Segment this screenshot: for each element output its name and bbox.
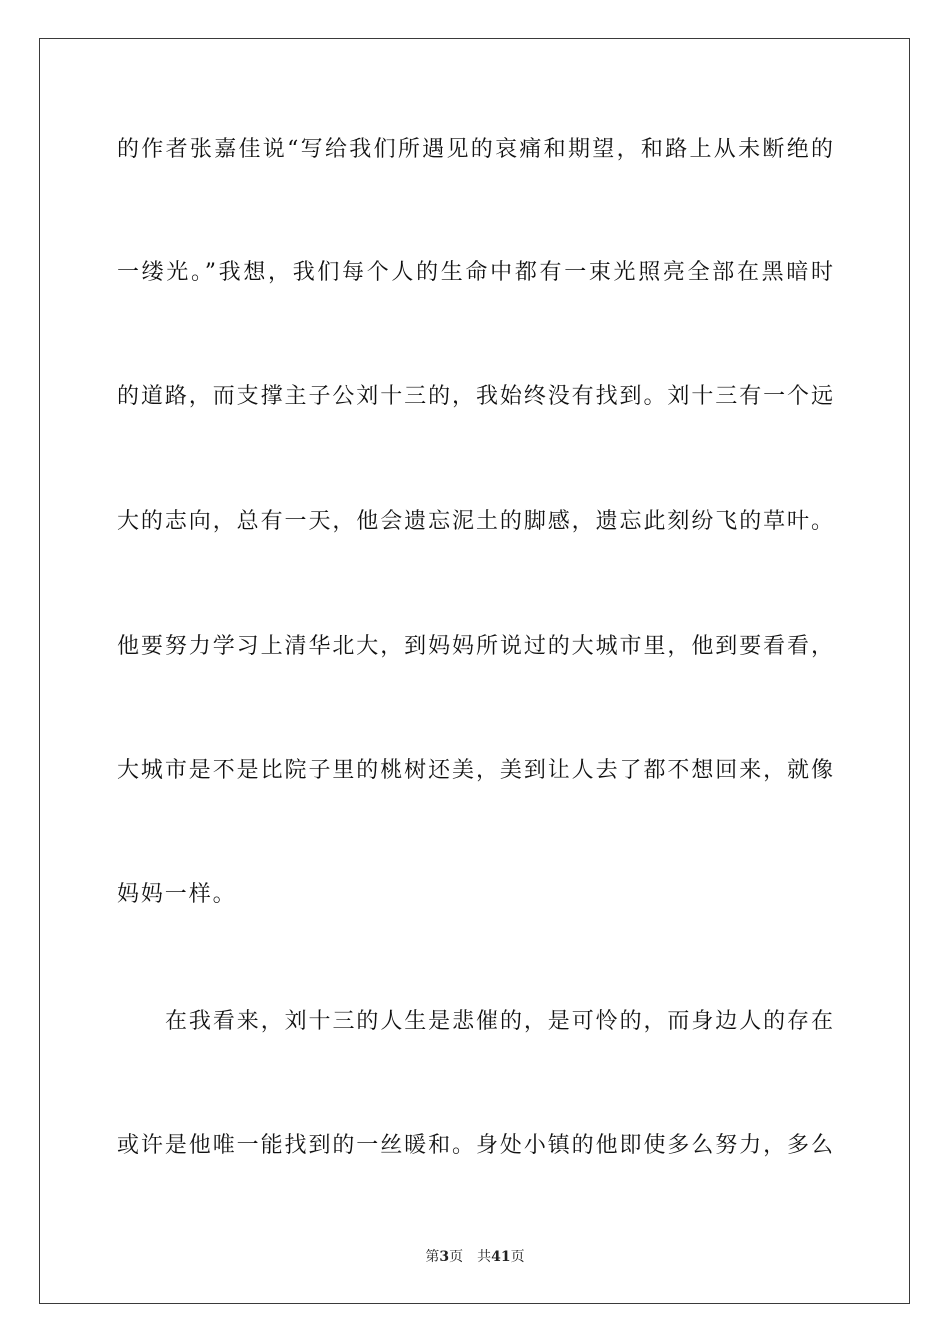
total-prefix: 共 [477, 1249, 492, 1265]
page-suffix: 页 [449, 1249, 464, 1265]
text-line: 大的志向，总有一天，他会遗忘泥土的脚感，遗忘此刻纷飞的草叶。 [117, 509, 833, 534]
text-line: 他要努力学习上清华北大，到妈妈所说过的大城市里，他到要看看， [117, 634, 833, 659]
text-line-paragraph-start: 在我看来，刘十三的人生是悲催的，是可怜的，而身边人的存在 [165, 1009, 833, 1034]
total-suffix: 页 [510, 1249, 525, 1265]
page-prefix: 第 [425, 1249, 440, 1265]
page-footer [0, 1248, 950, 1266]
text-line: 大城市是不是比院子里的桃树还美，美到让人去了都不想回来，就像 [117, 758, 833, 783]
text-line-paragraph-end: 妈妈一样。 [117, 882, 237, 907]
text-line: 的作者张嘉佳说“写给我们所遇见的哀痛和期望，和路上从未断绝的 [117, 137, 833, 162]
text-line: 一缕光。”我想，我们每个人的生命中都有一束光照亮全部在黑暗时 [117, 260, 833, 285]
text-line: 或许是他唯一能找到的一丝暖和。身处小镇的他即使多么努力，多么 [117, 1133, 833, 1158]
total-pages: 41 [491, 1249, 511, 1265]
text-line: 的道路，而支撑主子公刘十三的，我始终没有找到。刘十三有一个远 [117, 384, 833, 409]
page-border [39, 38, 910, 1304]
page-number: 3 [439, 1249, 450, 1265]
